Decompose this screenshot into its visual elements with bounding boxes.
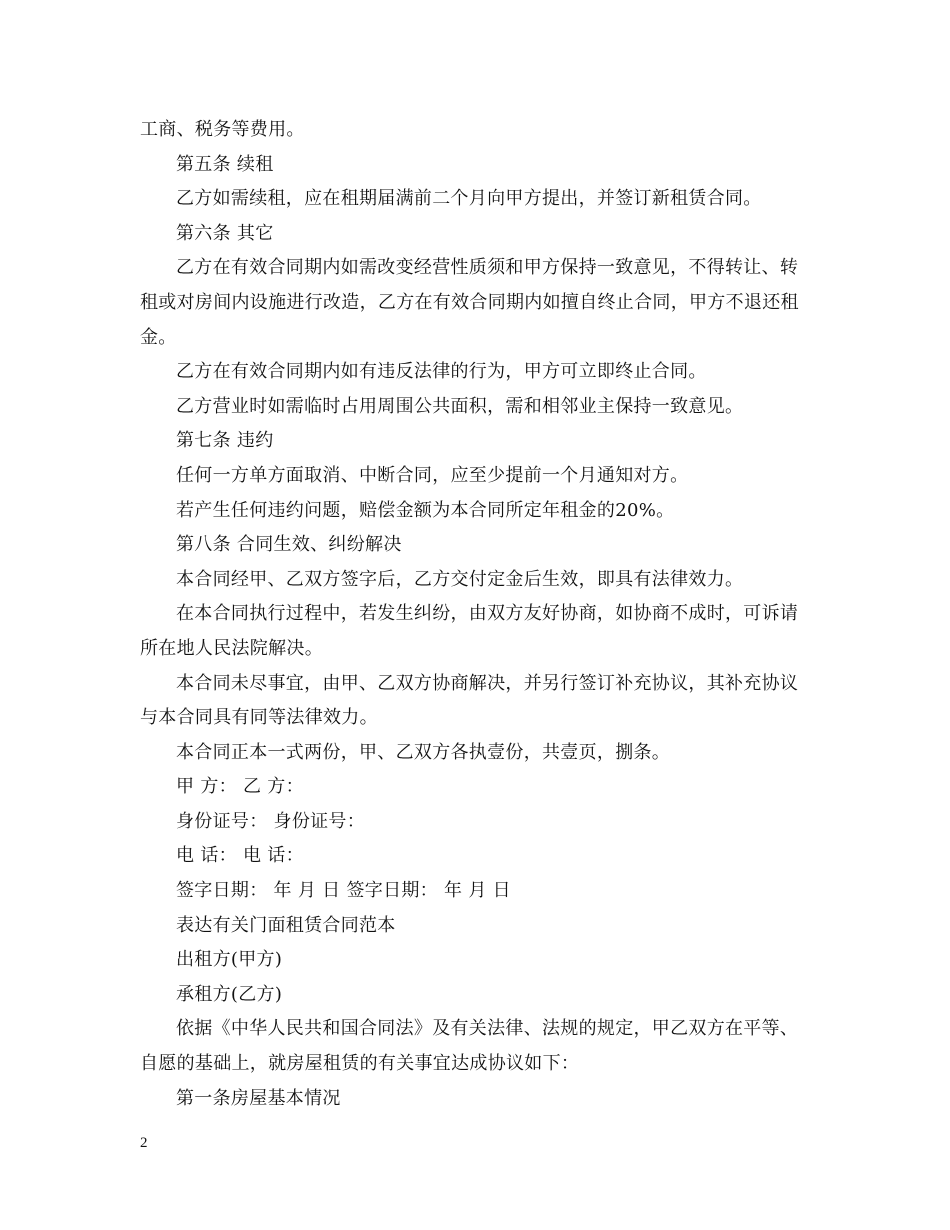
section-heading: 第七条 违约 xyxy=(176,430,274,452)
signature-id-numbers: 身份证号： 身份证号： xyxy=(176,810,366,832)
text-line: 若产生任何违约问题，赔偿金额为本合同所定年租金的20%。 xyxy=(176,499,675,521)
text-line: 乙方营业时如需临时占用周围公共面积，需和相邻业主保持一致意见。 xyxy=(176,395,744,417)
text-line: 本合同正本一式两份，甲、乙双方各执壹份，共壹页，捌条。 xyxy=(176,741,671,763)
section-heading: 第六条 其它 xyxy=(176,222,274,244)
text-line: 乙方在有效合同期内如需改变经营性质须和甲方保持一致意见，不得转让、转 xyxy=(176,257,799,279)
text-line: 工商、税务等费用。 xyxy=(140,119,305,140)
page-number: 2 xyxy=(140,1135,148,1151)
text-line: 金。 xyxy=(140,326,177,348)
template-title: 表达有关门面租赁合同范本 xyxy=(176,914,396,936)
section-heading: 第一条房屋基本情况 xyxy=(176,1087,341,1109)
text-line: 租或对房间内设施进行改造，乙方在有效合同期内如擅自终止合同，甲方不退还租 xyxy=(140,291,799,313)
text-line: 与本合同具有同等法律效力。 xyxy=(140,707,378,729)
text-line: 任何一方单方面取消、中断合同，应至少提前一个月通知对方。 xyxy=(176,464,689,486)
signature-parties: 甲 方： 乙 方： xyxy=(176,776,304,798)
text-line: 乙方在有效合同期内如有违反法律的行为，甲方可立即终止合同。 xyxy=(176,361,707,383)
lessor-label: 出租方(甲方) xyxy=(176,949,283,971)
section-heading: 第五条 续租 xyxy=(176,153,274,175)
text-line: 在本合同执行过程中，若发生纠纷，由双方友好协商，如协商不成时，可诉请 xyxy=(176,603,799,625)
text-line: 依据《中华人民共和国合同法》及有关法律、法规的规定，甲乙双方在平等、 xyxy=(176,1018,799,1040)
signature-dates: 签字日期： 年 月 日 签字日期： 年 月 日 xyxy=(176,880,511,902)
signature-phones: 电 话： 电 话： xyxy=(176,845,304,867)
text-line: 自愿的基础上，就房屋租赁的有关事宜达成协议如下： xyxy=(140,1053,580,1075)
text-line: 所在地人民法院解决。 xyxy=(140,637,323,659)
document-body xyxy=(140,113,812,1116)
section-heading: 第八条 合同生效、纠纷解决 xyxy=(176,534,402,556)
text-line: 本合同未尽事宜，由甲、乙双方协商解决，并另行签订补充协议，其补充协议 xyxy=(176,672,799,694)
text-line: 本合同经甲、乙双方签字后，乙方交付定金后生效，即具有法律效力。 xyxy=(176,568,744,590)
text-line: 乙方如需续租，应在租期届满前二个月向甲方提出，并签订新租赁合同。 xyxy=(176,188,762,210)
lessee-label: 承租方(乙方) xyxy=(176,983,283,1005)
